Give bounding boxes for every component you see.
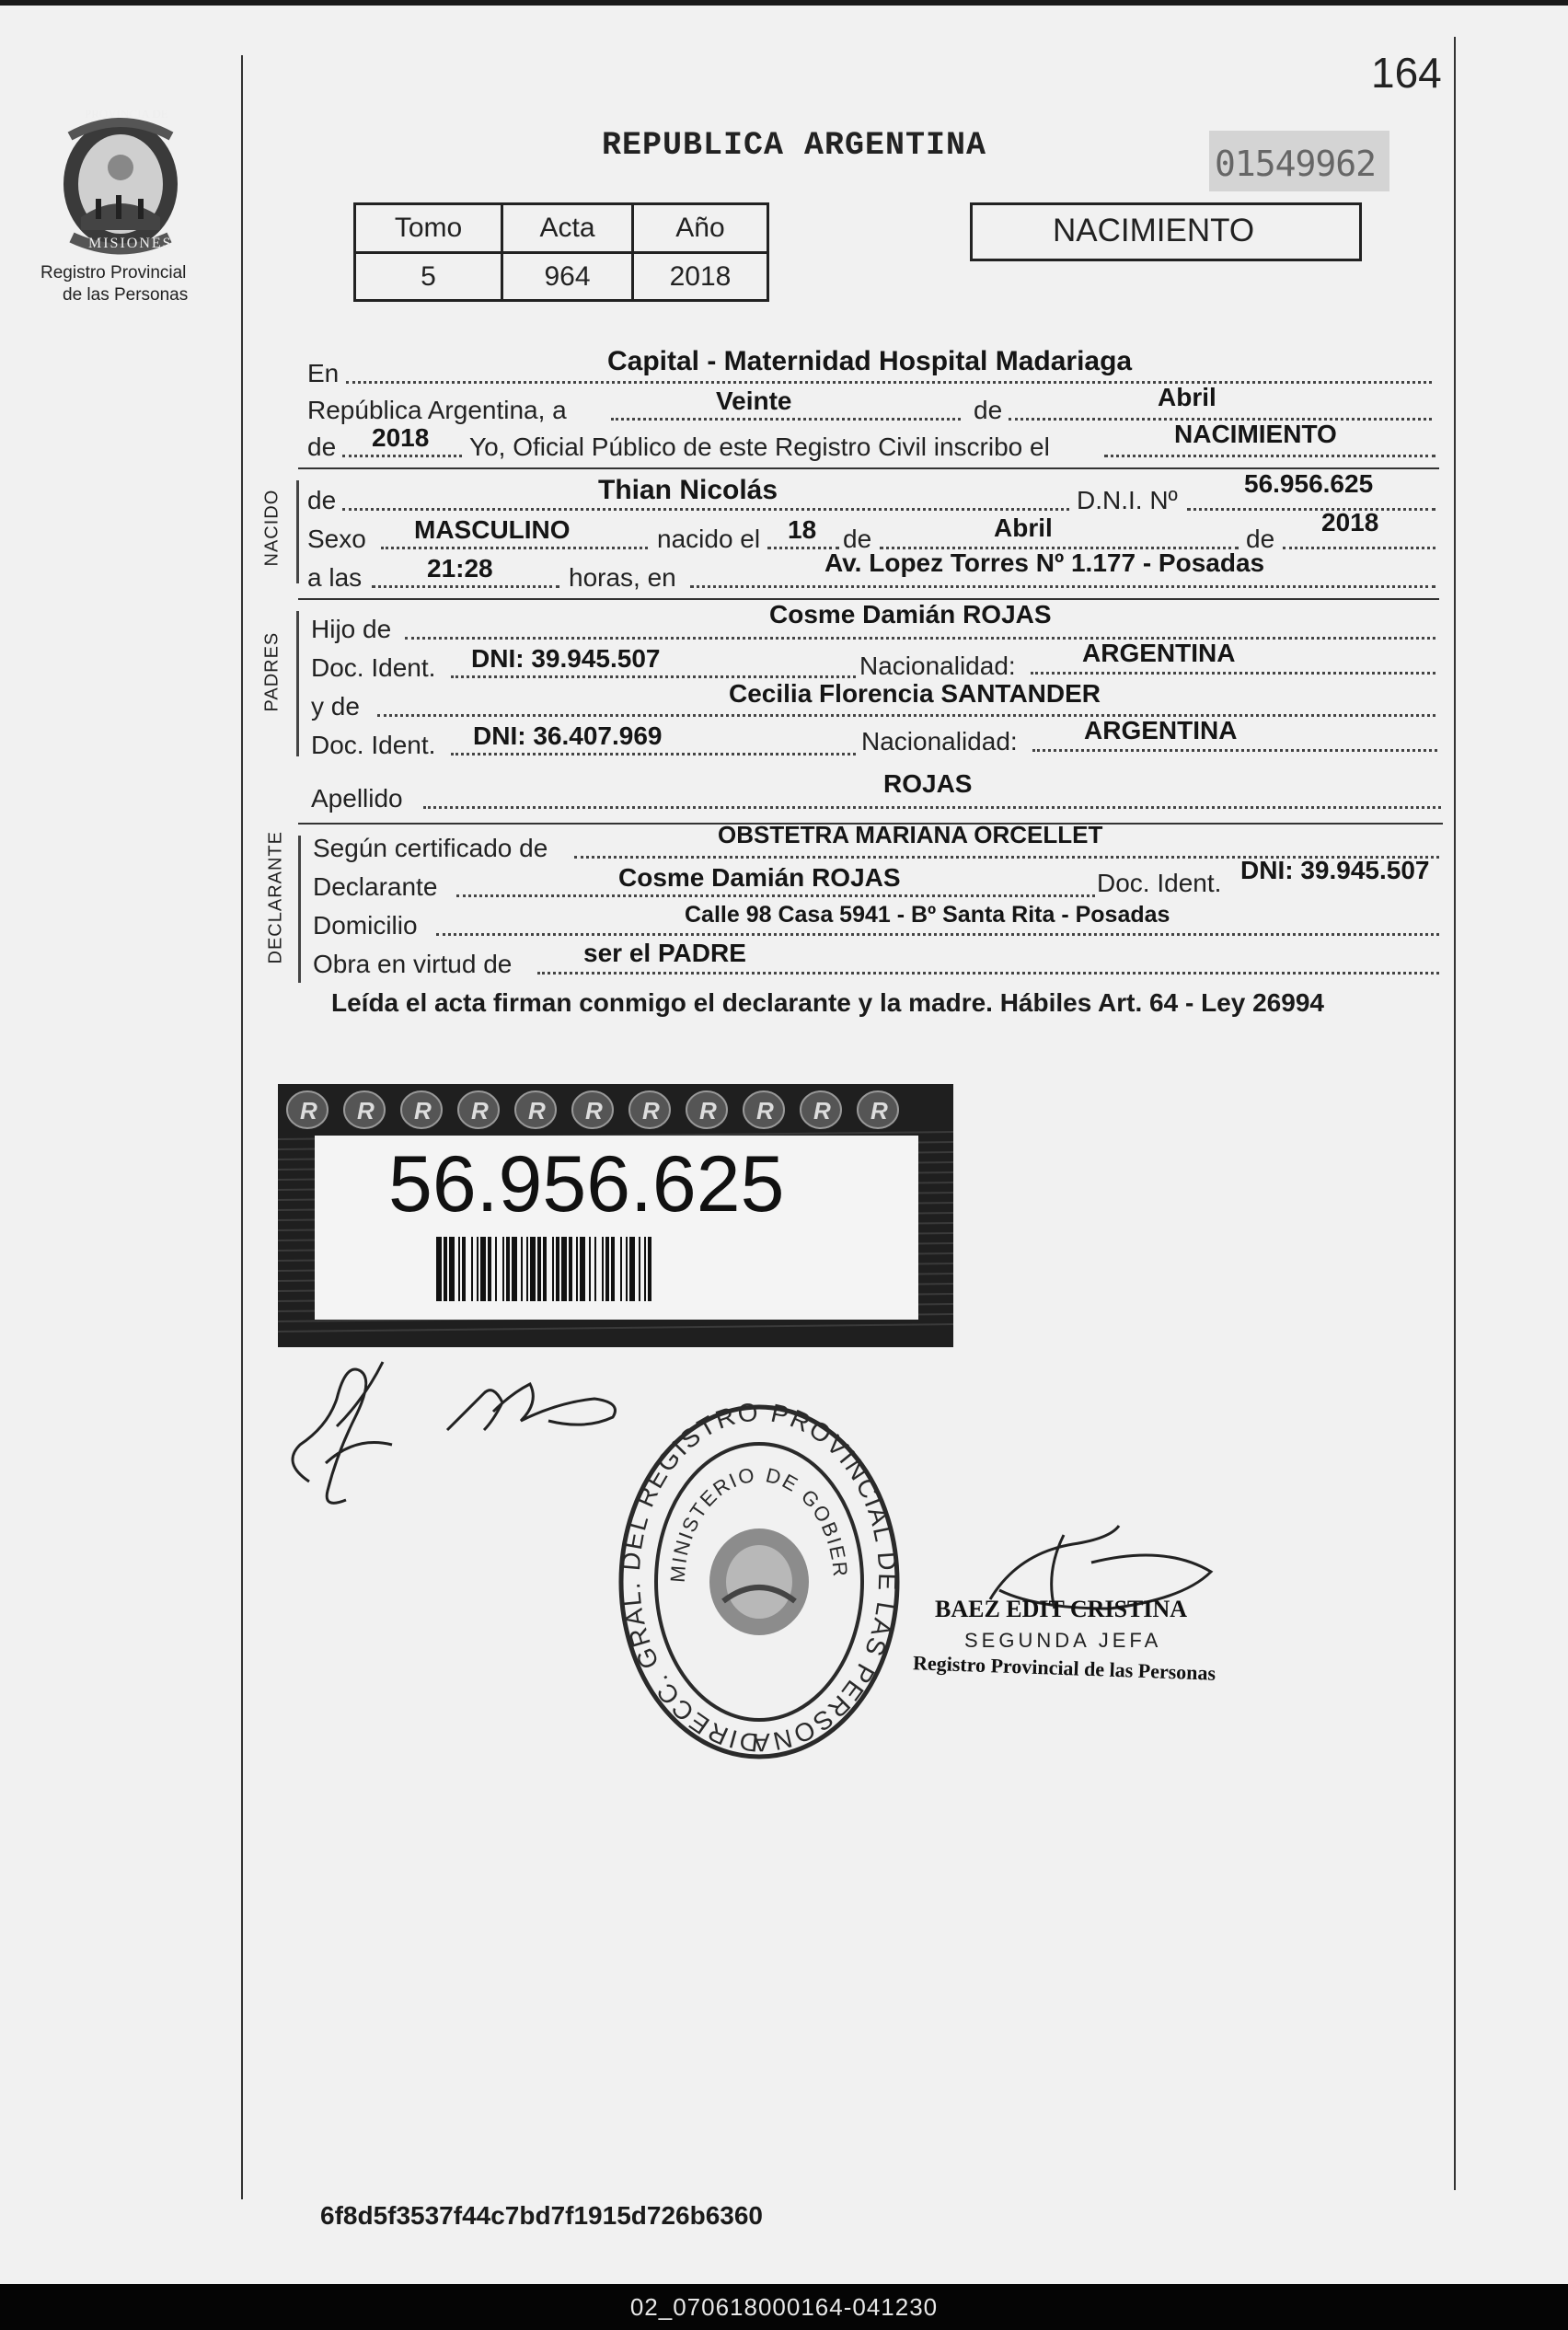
barcode-bar <box>477 1237 478 1301</box>
barcode-bar <box>561 1237 567 1301</box>
dotted-line <box>1032 749 1437 752</box>
barcode-bar <box>552 1237 554 1301</box>
mother-nationality: ARGENTINA <box>1084 716 1238 744</box>
father-doc: DNI: 39.945.507 <box>471 644 661 673</box>
dotted-line <box>1187 508 1435 511</box>
dotted-line <box>611 418 961 421</box>
birth-de-year-label: de <box>1246 525 1275 553</box>
child-dni: 56.956.625 <box>1244 469 1374 498</box>
registry-name-line2: de las Personas <box>63 285 189 305</box>
birth-year: 2018 <box>1321 508 1379 536</box>
birth-de-label: de <box>843 525 872 553</box>
barcode-bar <box>502 1237 504 1301</box>
apellido-value: ROJAS <box>883 769 973 798</box>
barcode-bar <box>602 1237 604 1301</box>
barcode-bar <box>488 1237 491 1301</box>
barcode-bar <box>462 1237 466 1301</box>
barcode-bar <box>594 1237 596 1301</box>
en-label: En <box>307 359 340 387</box>
dni-label: D.N.I. Nº <box>1077 486 1178 514</box>
table-header-tomo: Tomo <box>353 202 503 254</box>
closing-statement: Leída el acta firman conmigo el declarante y la madre. Hábiles Art. 64 - Ley 26994 <box>331 988 1324 1017</box>
certificate-issuer: OBSTETRA MARIANA ORCELLET <box>718 821 1103 848</box>
father-nationality: ARGENTINA <box>1082 639 1236 667</box>
barcode-bar <box>556 1237 559 1301</box>
barcode-bar <box>620 1237 622 1301</box>
obra-label: Obra en virtud de <box>313 950 513 978</box>
barcode-bar <box>495 1237 497 1301</box>
dotted-line <box>405 637 1435 640</box>
barcode <box>436 1237 823 1301</box>
declarante-section-label: DECLARANTE <box>265 831 286 964</box>
table-header-ano: Año <box>631 202 769 254</box>
barcode-bar <box>526 1237 528 1301</box>
pattern-letter: R <box>699 1097 717 1125</box>
table-value-acta: 964 <box>501 251 634 302</box>
dotted-line <box>342 455 462 457</box>
horas-en-label: horas, en <box>569 563 676 592</box>
inscribo-text: Yo, Oficial Público de este Registro Civil inscribo el <box>469 433 1050 461</box>
misiones-shield-icon <box>52 109 190 256</box>
signature-left <box>272 1344 420 1518</box>
child-name: Thian Nicolás <box>598 475 778 505</box>
pattern-letter: R <box>813 1097 831 1125</box>
padres-bracket <box>296 611 299 756</box>
de-label: de <box>974 396 1003 424</box>
father-doc-label: Doc. Ident. <box>311 653 436 682</box>
pattern-letter: R <box>414 1097 432 1125</box>
official-stamp <box>613 1399 905 1765</box>
birth-time: 21:28 <box>427 554 493 582</box>
dotted-line <box>436 933 1439 936</box>
dni-sticker-inner <box>315 1136 918 1320</box>
father-nationality-label: Nacionalidad: <box>859 652 1016 680</box>
country-title: REPUBLICA ARGENTINA <box>602 127 987 164</box>
document-hash: 6f8d5f3537f44c7bd7f1915d726b6360 <box>320 2201 763 2230</box>
barcode-bar <box>471 1237 473 1301</box>
barcode-bar <box>506 1237 510 1301</box>
mother-doc-label: Doc. Ident. <box>311 731 436 759</box>
dotted-line <box>372 585 559 588</box>
mother-doc: DNI: 36.407.969 <box>473 721 663 750</box>
stamp-seal-icon <box>613 1399 905 1765</box>
official-name: BAEZ EDIT CRISTINA <box>935 1596 1188 1622</box>
dotted-line <box>451 675 856 678</box>
barcode-bar <box>444 1237 447 1301</box>
barcode-bar <box>576 1237 578 1301</box>
pattern-letter: R <box>756 1097 774 1125</box>
declarant-address: Calle 98 Casa 5941 - Bº Santa Rita - Posadas <box>685 902 1170 928</box>
table-value-ano: 2018 <box>631 251 769 302</box>
registered-act: NACIMIENTO <box>1174 420 1337 448</box>
registration-day: Veinte <box>716 386 792 415</box>
dotted-line <box>346 381 1432 384</box>
registration-year: 2018 <box>372 423 430 452</box>
table-header-acta: Acta <box>501 202 634 254</box>
y-de-label: y de <box>311 692 360 721</box>
official-title: SEGUNDA JEFA <box>964 1629 1162 1652</box>
apellido-label: Apellido <box>311 784 403 813</box>
barcode-bar <box>644 1237 646 1301</box>
province-logo <box>52 109 190 256</box>
dotted-line <box>342 508 1069 511</box>
birth-month: Abril <box>994 513 1053 542</box>
dotted-line <box>456 894 1095 897</box>
domicilio-label: Domicilio <box>313 911 418 940</box>
mother-nationality-label: Nacionalidad: <box>861 727 1018 756</box>
registration-place: Capital - Maternidad Hospital Madariaga <box>607 346 1133 376</box>
signature-middle <box>438 1366 631 1448</box>
republica-label: República Argentina, a <box>307 396 567 424</box>
dotted-line <box>537 972 1439 975</box>
nacido-de-label: de <box>307 486 337 514</box>
pattern-letter: R <box>642 1097 660 1125</box>
declarant-name: Cosme Damián ROJAS <box>618 863 901 892</box>
barcode-bar <box>629 1237 635 1301</box>
barcode-bar <box>605 1237 609 1301</box>
barcode-bar <box>626 1237 628 1301</box>
barcode-bar <box>512 1237 517 1301</box>
mother-name: Cecilia Florencia SANTANDER <box>729 679 1101 708</box>
barcode-bar <box>521 1237 523 1301</box>
dotted-line <box>451 753 856 756</box>
padres-section-label: PADRES <box>261 631 282 712</box>
pattern-line <box>278 1324 953 1332</box>
declarant-doc: DNI: 39.945.507 <box>1240 856 1430 884</box>
dotted-line <box>381 547 648 549</box>
left-margin-line <box>241 55 243 2199</box>
right-margin-line <box>1454 37 1456 2190</box>
logo-banner-bottom: MISIONES <box>88 236 173 251</box>
obra-value: ser el PADRE <box>583 939 746 967</box>
certificado-label: Según certificado de <box>313 834 548 862</box>
barcode-bar <box>611 1237 615 1301</box>
scan-top-edge <box>0 0 1568 6</box>
declarante-bracket <box>298 836 301 983</box>
registry-name-line1: Registro Provincial <box>40 263 187 283</box>
pattern-letter: R <box>585 1097 603 1125</box>
record-table <box>353 202 769 302</box>
barcode-bar <box>537 1237 541 1301</box>
nacido-bracket <box>296 480 299 583</box>
official-office: Registro Provincial de las Personas <box>912 1651 1216 1685</box>
dotted-line <box>1104 455 1435 457</box>
dotted-line <box>377 714 1435 717</box>
pattern-letter: R <box>528 1097 546 1125</box>
de-year-label: de <box>307 433 337 461</box>
barcode-bar <box>543 1237 547 1301</box>
barcode-bar <box>458 1237 460 1301</box>
hijo-de-label: Hijo de <box>311 615 392 643</box>
stamp-inner-text: MINISTERIO DE GOBIER <box>665 1462 853 1584</box>
barcode-bar <box>530 1237 536 1301</box>
barcode-bar <box>589 1237 591 1301</box>
barcode-bar <box>480 1237 486 1301</box>
child-sex: MASCULINO <box>414 515 571 544</box>
serial-number: 01549962 <box>1215 144 1377 184</box>
dotted-line <box>1283 547 1435 549</box>
dotted-line <box>690 585 1435 588</box>
dotted-line <box>1031 672 1435 675</box>
stamp-outer-text: DIRECC. GRAL. DEL REGISTRO PROVINCIAL DE LAS PERSONA <box>616 1399 903 1758</box>
pattern-letter: R <box>300 1097 317 1125</box>
act-type-label: NACIMIENTO <box>1053 213 1255 248</box>
declarant-doc-label: Doc. Ident. <box>1097 869 1222 897</box>
pattern-letter: R <box>471 1097 489 1125</box>
table-value-tomo: 5 <box>353 251 503 302</box>
dni-sticker-number: 56.956.625 <box>388 1140 785 1228</box>
barcode-bar <box>449 1237 455 1301</box>
nacido-section-label: NACIDO <box>261 489 282 567</box>
scan-footer-code: 02_070618000164-041230 <box>0 2284 1568 2330</box>
pattern-letter: R <box>870 1097 888 1125</box>
barcode-bar <box>569 1237 572 1301</box>
pattern-letter: R <box>357 1097 375 1125</box>
father-name: Cosme Damián ROJAS <box>769 600 1052 629</box>
barcode-bar <box>639 1237 640 1301</box>
barcode-bar <box>580 1237 585 1301</box>
declarante-label: Declarante <box>313 872 438 901</box>
dni-sticker <box>278 1084 953 1347</box>
a-las-label: a las <box>307 563 363 592</box>
barcode-bar <box>436 1237 442 1301</box>
birth-day: 18 <box>788 515 817 544</box>
birth-place: Av. Lopez Torres Nº 1.177 - Posadas <box>824 548 1265 577</box>
registration-month: Abril <box>1158 383 1216 411</box>
sexo-label: Sexo <box>307 525 366 553</box>
dotted-line <box>423 806 1441 809</box>
nacido-el-label: nacido el <box>657 525 761 553</box>
page-number: 164 <box>1371 49 1442 97</box>
barcode-bar <box>648 1237 651 1301</box>
logo-banner-top: PROVINCIA DE <box>85 107 168 121</box>
